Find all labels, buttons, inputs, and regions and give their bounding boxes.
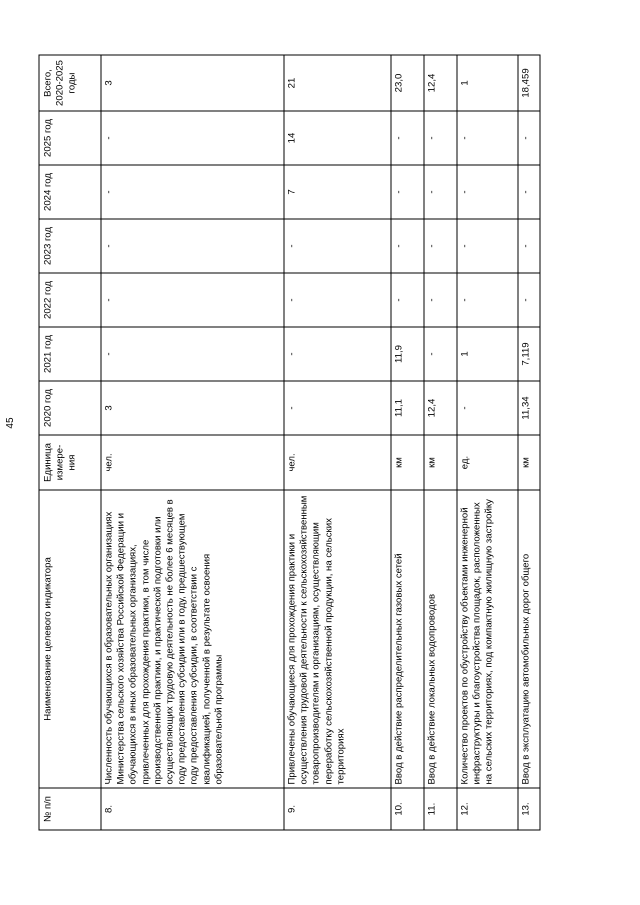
row-name: Количество проектов по обустройству объектами инженерной инфраструктуры и благоустройства площадок, расположенных на сельских территориях, под компактную жилищную застройку [457,490,518,788]
header-2023: 2023 год [39,219,101,273]
row-unit: км [391,435,424,490]
table-row [101,55,284,830]
header-2022: 2022 год [39,273,101,327]
cell-2023: - [424,219,457,273]
cell-2020: 12,4 [424,381,457,435]
rotated-page-content [38,55,602,830]
cell-2022: - [284,273,391,327]
row-name: Привлечены обучающиеся для прохождения практики и осуществления трудовой деятельности к сельскохозяйственным товаропроизводителям и организациям, осуществляющим переработку сельскохозяйственной продукции, на сельских территориях [284,490,391,788]
cell-2022: - [424,273,457,327]
cell-2022: - [391,273,424,327]
cell-2025: - [391,111,424,165]
cell-2024: - [391,165,424,219]
table-row [391,55,424,830]
cell-2024: 7 [284,165,391,219]
row-name: Ввод в действие локальных водопроводов [424,490,457,788]
cell-2022: - [457,273,518,327]
header-name: Наименование целевого индикатора [39,490,101,788]
header-2020: 2020 год [39,381,101,435]
cell-2025: - [101,111,284,165]
cell-total: 3 [101,55,284,111]
cell-2020: - [284,381,391,435]
cell-2021: 7,119 [518,327,540,381]
table-row [518,55,540,830]
table-row [284,55,391,830]
row-unit: км [424,435,457,490]
row-no: 10. [391,788,424,830]
cell-total: 18,459 [518,55,540,111]
cell-2025: - [424,111,457,165]
row-no: 11. [424,788,457,830]
table-row [457,55,518,830]
cell-2024: - [424,165,457,219]
cell-total: 21 [284,55,391,111]
cell-2024: - [457,165,518,219]
cell-2023: - [518,219,540,273]
cell-2020: 11,1 [391,381,424,435]
cell-2025: 14 [284,111,391,165]
cell-2022: - [101,273,284,327]
cell-2021: - [101,327,284,381]
header-2021: 2021 год [39,327,101,381]
row-unit: ед. [457,435,518,490]
header-no: № п/п [39,788,101,830]
cell-2020: 11,34 [518,381,540,435]
row-no: 8. [101,788,284,830]
table-header-row [39,55,101,830]
cell-total: 1 [457,55,518,111]
header-total: Всего, 2020-2025 годы [39,55,101,111]
cell-2021: - [424,327,457,381]
cell-2022: - [518,273,540,327]
row-name: Ввод в эксплуатацию автомобильных дорог общего [518,490,540,788]
cell-2023: - [101,219,284,273]
page-number: 45 [5,417,16,429]
row-unit: чел. [101,435,284,490]
cell-2025: - [518,111,540,165]
row-no: 13. [518,788,540,830]
cell-2021: 11,9 [391,327,424,381]
cell-total: 23,0 [391,55,424,111]
cell-2023: - [284,219,391,273]
cell-2024: - [101,165,284,219]
row-unit: чел. [284,435,391,490]
row-name: Численность обучающихся в образовательных организациях Министерства сельского хозяйства Российской Федерации и обучающихся в иных образовательных организациях, привлеченных для прохождения практики, в том числе производственной практики, и практической подготовки или осуществляющих трудовую деятельность не более 6 месяцев в году предоставления субсидии или в году, предшествующем году предоставления субсидии, в соответствии с квалификацией, полученной в результате освоения образовательной программы [101,490,284,788]
row-no: 12. [457,788,518,830]
cell-2021: - [284,327,391,381]
cell-2020: - [457,381,518,435]
header-2025: 2025 год [39,111,101,165]
row-unit: км [518,435,540,490]
table-row [424,55,457,830]
cell-2024: - [518,165,540,219]
cell-2020: 3 [101,381,284,435]
header-unit: Единица измере-ния [39,435,101,490]
cell-2023: - [391,219,424,273]
cell-2021: 1 [457,327,518,381]
cell-2025: - [457,111,518,165]
row-no: 9. [284,788,391,830]
cell-total: 12,4 [424,55,457,111]
row-name: Ввод в действие распределительных газовых сетей [391,490,424,788]
header-2024: 2024 год [39,165,101,219]
indicator-table [38,54,540,830]
cell-2023: - [457,219,518,273]
